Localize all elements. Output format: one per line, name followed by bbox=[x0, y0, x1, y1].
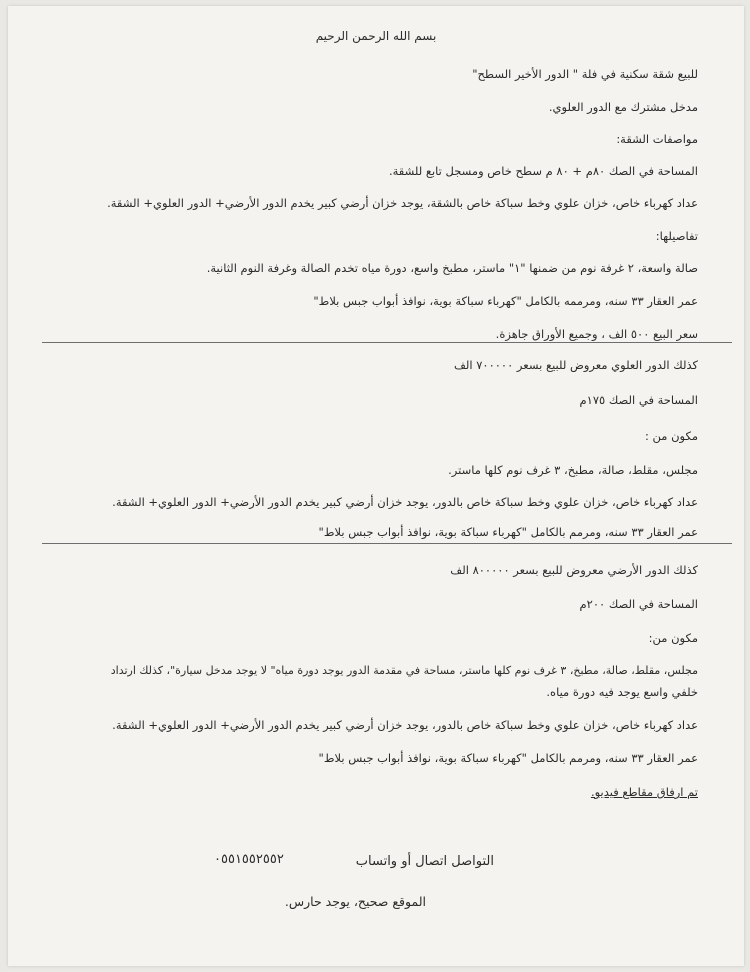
upper-floor-utilities-text: عداد كهرباء خاص، خزان علوي وخط سباكة خاص بالدور، يوجد خزان أرضي كبير يخدم الدور الأرضي+ الدور العلوي+ الشقة. bbox=[112, 495, 698, 509]
ground-floor-rooms-text-cont: خلفي واسع يوجد فيه دورة مياه. bbox=[546, 685, 698, 699]
ground-floor-age-text: عمر العقار ٣٣ سنه، ومرمم بالكامل "كهرباء سباكة بوية، نوافذ أبواب جبس بلاط" bbox=[318, 751, 698, 765]
apartment-area-text: المساحة في الصك ٨٠م + ٨٠ م سطح خاص ومسجل تابع للشقة. bbox=[388, 164, 698, 178]
section-divider bbox=[42, 342, 732, 343]
upper-floor-age-text: عمر العقار ٣٣ سنه، ومرمم بالكامل "كهرباء سباكة بوية، نوافذ أبواب جبس بلاط" bbox=[318, 525, 698, 539]
section-divider bbox=[42, 543, 732, 544]
upper-floor-area-text: المساحة في الصك ١٧٥م bbox=[579, 393, 698, 407]
apartment-price-text: سعر البيع ٥٠٠ الف ، وجميع الأوراق جاهزة. bbox=[495, 327, 698, 341]
apartment-utilities-text: عداد كهرباء خاص، خزان علوي وخط سباكة خاص بالشقة، يوجد خزان أرضي كبير يخدم الدور الأرضي+ الدور العلوي+ الشقة. bbox=[107, 196, 698, 210]
apartment-title: للبيع شقة سكنية في فلة " الدور الأخير السطح" bbox=[472, 67, 698, 81]
ground-floor-composition-heading: مكون من: bbox=[648, 631, 698, 645]
shared-entrance-text: مدخل مشترك مع الدور العلوي. bbox=[548, 100, 698, 114]
contact-label: التواصل اتصال أو واتساب bbox=[355, 854, 494, 869]
ground-floor-rooms-text: مجلس، مقلط، صالة، مطبخ، ٣ غرف نوم كلها ماستر، مساحة في مقدمة الدور يوجد دورة مياه" لا يوجد مدخل سيارة"، كذلك ارتداد bbox=[110, 664, 698, 677]
document-page bbox=[8, 6, 744, 966]
details-heading: تفاصيلها: bbox=[655, 229, 698, 243]
apartment-age-text: عمر العقار ٣٣ سنه، ومرممه بالكامل "كهرباء سباكة بوية، نوافذ أبواب جبس بلاط" bbox=[313, 294, 698, 308]
phone-number: ٠٥٥١٥٥٢٥٥٢ bbox=[214, 852, 284, 867]
ground-floor-utilities-text: عداد كهرباء خاص، خزان علوي وخط سباكة خاص بالدور، يوجد خزان أرضي كبير يخدم الدور الأرضي+ الدور العلوي+ الشقة. bbox=[112, 718, 698, 732]
basmala-heading: بسم الله الرحمن الرحيم bbox=[315, 29, 437, 43]
video-attached-text: تم ارفاق مقاطع فيديو. bbox=[590, 785, 698, 799]
upper-floor-rooms-text: مجلس، مقلط، صالة، مطبخ، ٣ غرف نوم كلها ماستر. bbox=[448, 463, 698, 477]
ground-floor-title: كذلك الدور الأرضي معروض للبيع بسعر ٨٠٠٠٠٠ الف bbox=[450, 563, 698, 577]
specs-heading: مواصفات الشقة: bbox=[616, 132, 698, 146]
apartment-rooms-text: صالة واسعة، ٢ غرفة نوم من ضمنها "١" ماستر، مطبخ واسع، دورة مياه تخدم الصالة وغرفة النوم الثانية. bbox=[206, 261, 698, 275]
upper-floor-composition-heading: مكون من : bbox=[645, 429, 698, 443]
ground-floor-area-text: المساحة في الصك ٢٠٠م bbox=[579, 597, 698, 611]
location-note: الموقع صحيح، يوجد حارس. bbox=[284, 894, 426, 909]
upper-floor-title: كذلك الدور العلوي معروض للبيع بسعر ٧٠٠٠٠٠ الف bbox=[453, 358, 698, 372]
